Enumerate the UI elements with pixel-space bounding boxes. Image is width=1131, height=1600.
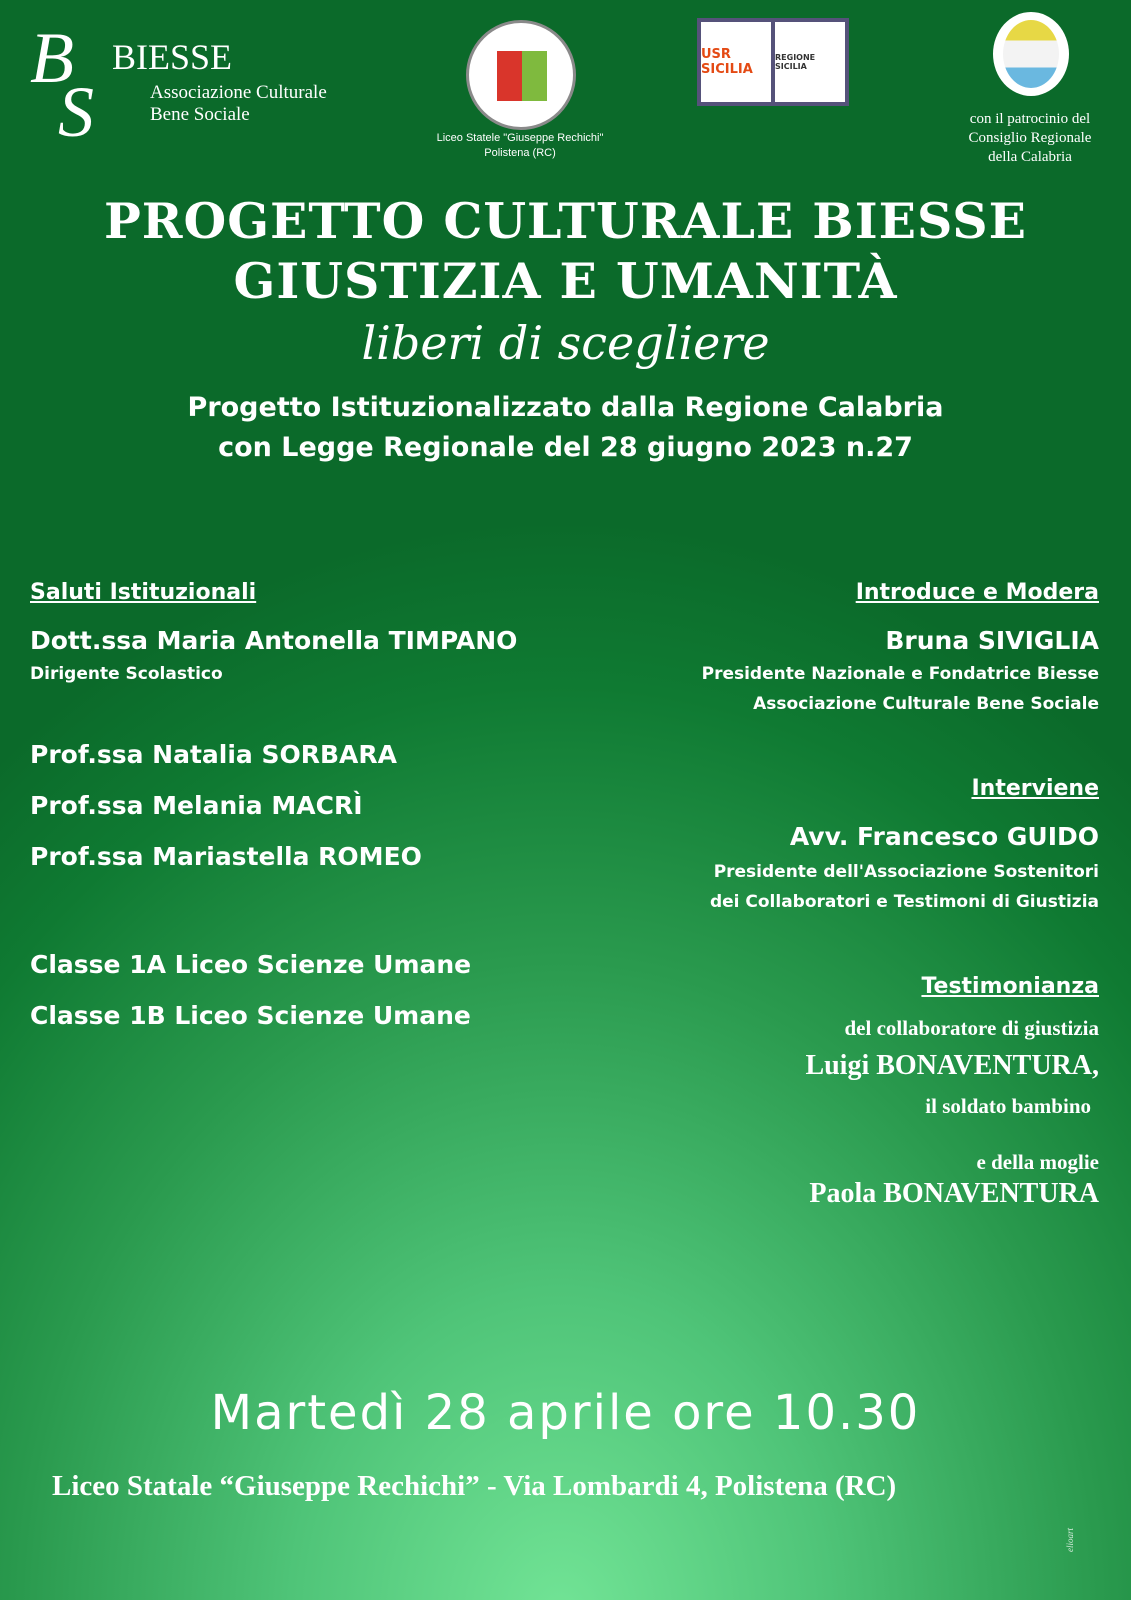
event-venue: Liceo Statale “Giuseppe Rechichi” - Via Lombardi 4, Polistena (RC) [52, 1470, 897, 1502]
usr-logo-text: USR SICILIA [701, 22, 771, 102]
biesse-sub2: Bene Sociale [150, 104, 250, 125]
dirigente-role: Dirigente Scolastico [30, 664, 223, 684]
testimony-name-1: Luigi BONAVENTURA, [805, 1050, 1099, 1081]
regione-sicilia-logo-text: REGIONE SICILIA [775, 22, 845, 102]
biesse-logo [20, 18, 360, 152]
testimony-line-1: del collaboratore di giustizia [844, 1016, 1099, 1040]
school-caption-2: Polistena (RC) [484, 147, 556, 159]
class-label: Classe 1A Liceo Scienze Umane [30, 950, 472, 979]
moderator-role-2: Associazione Culturale Bene Sociale [753, 694, 1099, 714]
moderator-role-1: Presidente Nazionale e Fondatrice Biesse [701, 664, 1099, 684]
testimony-name-2: Paola BONAVENTURA [809, 1178, 1099, 1209]
testimony-line-3: il soldato bambino [925, 1094, 1091, 1118]
moderator-heading: Introduce e Modera [855, 580, 1099, 605]
event-date: Martedì 28 aprile ore 10.30 [210, 1385, 921, 1441]
moderator-name: Bruna SIVIGLIA [885, 626, 1099, 655]
subtitle-2: con Legge Regionale del 28 giugno 2023 n.27 [218, 432, 913, 463]
calabria-coat-of-arms [993, 12, 1069, 96]
teacher-name: Prof.ssa Natalia SORBARA [30, 740, 398, 769]
school-caption-1: Liceo Statele "Giuseppe Rechichi" [436, 132, 604, 144]
speaker-role-1: Presidente dell'Associazione Sostenitori [713, 862, 1099, 882]
teacher-name: Prof.ssa Melania MACRÌ [30, 791, 363, 820]
teacher-name: Prof.ssa Mariastella ROMEO [30, 842, 422, 871]
class-label: Classe 1B Liceo Scienze Umane [30, 1001, 471, 1030]
patronage-line-1: con il patrocinio del [969, 111, 1091, 127]
dirigente-name: Dott.ssa Maria Antonella TIMPANO [30, 626, 518, 655]
patronage-line-3: della Calabria [988, 149, 1072, 165]
speaker-heading: Interviene [971, 776, 1099, 801]
biesse-monogram-s: S [58, 72, 94, 152]
tagline: liberi di scegliere [361, 316, 770, 370]
testimony-line-4: e della moglie [976, 1150, 1099, 1174]
title-line-2: GIUSTIZIA E UMANITÀ [233, 252, 898, 310]
testimony-heading: Testimonianza [921, 974, 1099, 999]
biesse-name: BIESSE [112, 37, 233, 77]
subtitle-1: Progetto Istituzionalizzato dalla Regione Calabria [187, 392, 944, 423]
artist-signature: elioart [1065, 1528, 1075, 1552]
title-line-1: PROGETTO CULTURALE BIESSE [103, 192, 1028, 250]
biesse-monogram-b: B [30, 18, 74, 98]
biesse-sub1: Associazione Culturale [150, 82, 327, 103]
saluti-heading: Saluti Istituzionali [30, 580, 257, 605]
speaker-role-2: dei Collaboratori e Testimoni di Giustizia [709, 892, 1099, 912]
school-seal-logo [466, 20, 576, 130]
patronage-line-2: Consiglio Regionale [968, 130, 1092, 146]
usr-sicilia-logo [697, 18, 849, 106]
speaker-name: Avv. Francesco GUIDO [789, 822, 1099, 851]
